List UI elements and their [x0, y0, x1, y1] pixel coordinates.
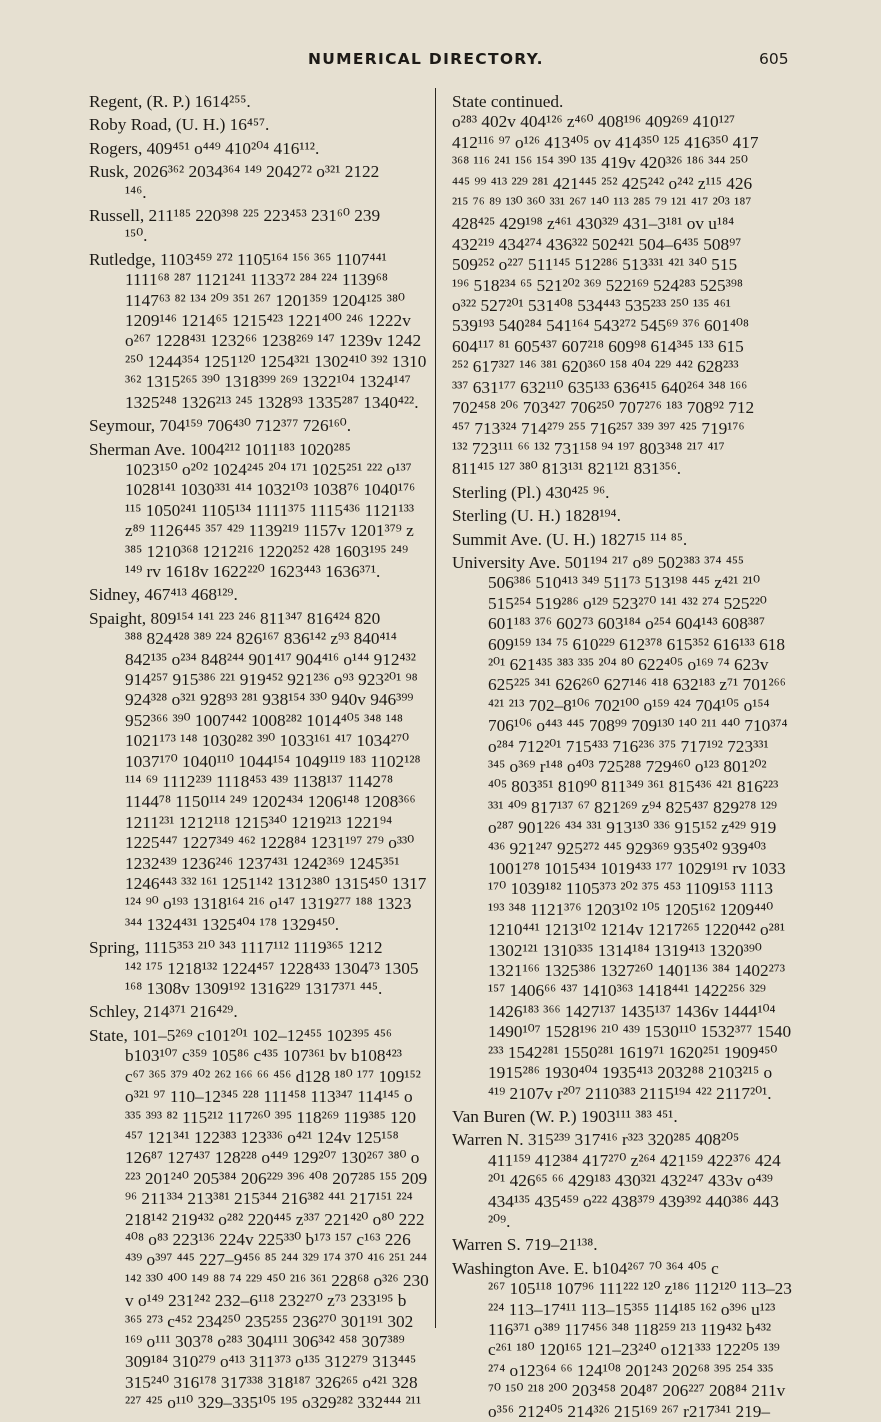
- entry-line: Seymour, 704¹⁵⁹ 706⁴³⁰ 712³⁷⁷ 726¹⁶⁰.: [89, 416, 352, 436]
- directory-entry: [452, 530, 832, 550]
- column-divider: [435, 88, 436, 1328]
- entry-line: 411¹⁵⁹ 412³⁸⁴ 417²⁷⁰ z²⁶⁴ 421¹⁵⁹ 422³⁷⁶ 424: [488, 1150, 781, 1170]
- entry-line: 706¹⁰⁶ o⁴⁴³ ⁴⁴⁵ 708⁹⁹ 709¹³⁰ ¹⁴⁰ ²¹¹ ⁴⁴⁰ 710³⁷⁴: [488, 716, 788, 736]
- directory-entry: [452, 1130, 832, 1232]
- entry-line: ⁴⁰⁵ 803³⁵¹ 810⁹⁰ 811³⁴⁹ ³⁶¹ 815⁴³⁶ ⁴²¹ 816²²³: [488, 777, 779, 797]
- page-header: [0, 50, 881, 72]
- entry-line: 1325²⁴⁸ 1326²¹³ ²⁴⁵ 1328⁹³ 1335²⁸⁷ 1340⁴²².: [125, 392, 419, 412]
- entry-line: 218¹⁴² 219⁴³² o²⁸² 220⁴⁴⁵ z³³⁷ 221⁴²⁰ o⁸⁰ 222: [125, 1209, 425, 1229]
- directory-entry: [89, 92, 469, 112]
- directory-entry: [89, 115, 469, 135]
- entry-line: v o¹⁴⁹ 231²⁴² 232–6¹¹⁸ 232²⁷⁰ z⁷³ 233¹⁹⁵ b: [125, 1291, 407, 1311]
- entry-line: ⁴¹⁹ 2107v r²⁰⁷ 2110³⁸³ 2115¹⁹⁴ ⁴²² 2117²⁰¹.: [488, 1083, 772, 1103]
- entry-line: 1001²⁷⁸ 1015⁴³⁴ 1019⁴³³ ¹⁷⁷ 1029¹⁹¹ rv 1033: [488, 859, 786, 879]
- entry-line: 434¹³⁵ 435⁴⁵⁹ o²²² 438³⁷⁹ 439³⁹² 440³⁸⁶ 443: [488, 1191, 779, 1211]
- entry-line: ¹²⁴ ⁹⁰ o¹⁹³ 1318¹⁶⁴ ²¹⁶ o¹⁴⁷ 1319²⁷⁷ ¹⁸⁸ 1323: [125, 894, 412, 914]
- entry-line: 1144⁷⁸ 1150¹¹⁴ ²⁴⁹ 1202⁴³⁴ 1206¹⁴⁸ 1208³⁶⁶: [125, 792, 416, 812]
- entry-line: 1915²⁸⁶ 1930⁴⁰⁴ 1935⁴¹³ 2032⁸⁸ 2103²¹⁵ o: [488, 1063, 773, 1083]
- entry-line: 1490¹⁰⁷ 1528¹⁹⁶ ²¹⁰ ⁴³⁹ 1530¹¹⁰ 1532³⁷⁷ 1540: [488, 1022, 792, 1042]
- entry-line: o²⁸⁴ 712²⁰¹ 715⁴³³ 716²³⁶ ³⁷⁵ 717¹⁹² 723³³¹: [488, 736, 769, 756]
- entry-line: 506³⁸⁶ 510⁴¹³ ³⁴⁹ 511⁷³ 513¹⁹⁸ ⁴⁴⁵ z⁴²¹ ²¹⁰: [488, 573, 760, 593]
- entry-line: ¹⁹³ ³⁴⁸ 1121³⁷⁶ 1203¹⁰² ¹⁰⁵ 1205¹⁶² 1209⁴⁴⁰: [488, 899, 774, 919]
- entry-line: 1321¹⁶⁶ 1325³⁸⁶ 1327²⁶⁰ 1401¹³⁶ ³⁸⁴ 1402²⁷³: [488, 961, 786, 981]
- entry-line: 428⁴²⁵ 429¹⁹⁸ z⁴⁶¹ 430³²⁹ 431–3¹⁸¹ ov u¹⁸⁴: [452, 214, 735, 234]
- entry-line: ⁹⁶ 211³³⁴ 213³⁸¹ 215³⁴⁴ 216³⁸² ⁴⁴¹ 217¹⁵¹ ²²⁴: [125, 1189, 413, 1209]
- entry-line: Rogers, 409⁴⁵¹ o⁴⁴⁹ 410²⁰⁴ 416¹¹².: [89, 138, 320, 158]
- directory-entry: [89, 250, 469, 413]
- entry-line: ⁴⁰⁸ o⁸³ 223¹³⁶ 224v 225³³⁰ b¹⁷³ ¹⁵⁷ c¹⁶³ 226: [125, 1229, 411, 1249]
- directory-entry: [452, 1235, 832, 1255]
- entry-line: c⁶⁷ ³⁶⁵ ³⁷⁹ ⁴⁰² ²⁶² ¹⁶⁶ ⁶⁶ ⁴⁵⁶ d128 ¹⁸⁰ ¹⁷⁷ 109¹⁵²: [125, 1066, 421, 1086]
- left-column: [89, 92, 469, 1413]
- entry-line: State, 101–5²⁶⁹ c101²⁰¹ 102–12⁴⁵⁵ 102³⁹⁵ ⁴⁵⁶: [89, 1025, 392, 1045]
- directory-entry: [89, 416, 469, 436]
- entry-line: 1246⁴⁴³ ³³² ¹⁶¹ 1251¹⁴² 1312³⁸⁰ 1315⁴⁵⁰ 1317: [125, 874, 427, 894]
- entry-line: Rusk, 2026³⁶² 2034³⁶⁴ ¹⁴⁹ 2042⁷² o³²¹ 2122: [89, 162, 380, 182]
- entry-line: Van Buren (W. P.) 1903¹¹¹ ³⁸³ ⁴⁵¹.: [452, 1106, 678, 1126]
- entry-line: 702⁴⁵⁸ ²⁰⁶ 703⁴²⁷ 706²⁵⁰ 707²⁷⁶ ¹⁸³ 708⁹² 712: [452, 398, 755, 418]
- entry-line: ²⁰¹ 426⁶⁵ ⁶⁶ 429¹⁸³ 430³²¹ 432²⁴⁷ 433v o⁴³⁹: [488, 1171, 773, 1191]
- entry-line: ²²⁷ ⁴²⁵ o¹¹⁰ 329–335¹⁰⁵ ¹⁹⁵ o329²⁸² 332⁴⁴⁴ ²¹¹: [125, 1393, 422, 1413]
- entry-line: 609¹⁵⁹ ¹³⁴ ⁷⁵ 610²²⁹ 612³⁷⁸ 615³⁵² 616¹³³ 618: [488, 634, 785, 654]
- directory-entry: [89, 440, 469, 583]
- entry-line: Sterling (Pl.) 430⁴²⁵ ⁹⁶.: [452, 482, 610, 502]
- entry-line: 1021¹⁷³ ¹⁴⁸ 1030²⁸² ³⁹⁰ 1033¹⁶¹ ⁴¹⁷ 1034²⁷⁰: [125, 731, 410, 751]
- entry-line: ¹⁶⁹ o¹¹¹ 303⁷⁸ o²⁸³ 304¹¹¹ 306³⁴² ⁴⁵⁸ 307³⁸⁹: [125, 1331, 405, 1351]
- entry-line: 842¹³⁵ o²³⁴ 848²⁴⁴ 901⁴¹⁷ 904⁴¹⁶ o¹⁴⁴ 912⁴³²: [125, 649, 416, 669]
- entry-line: 1232⁴³⁹ 1236²⁴⁶ 1237⁴³¹ 1242³⁶⁹ 1245³⁵¹: [125, 853, 400, 873]
- entry-line: 1302¹²¹ 1310³³⁵ 1314¹⁸⁴ 1319⁴¹³ 1320³⁹⁰: [488, 940, 762, 960]
- directory-entry: [89, 585, 469, 605]
- entry-line: 309¹⁸⁴ 310²⁷⁹ o⁴¹³ 311³⁷³ o¹³⁵ 312²⁷⁹ 313⁴⁴⁵: [125, 1352, 417, 1372]
- entry-line: ³⁶⁵ ²⁷³ c⁴⁵² 234²⁵⁰ 235²⁵⁵ 236²⁷⁰ 301¹⁹¹ 302: [125, 1311, 414, 1331]
- entry-line: ⁴⁵⁷ 121³⁴¹ 122³⁸³ 123³³⁶ o⁴²¹ 124v 125¹⁵⁸: [125, 1127, 399, 1147]
- entry-line: ²⁷⁴ o123⁶⁴ ⁶⁶ 124¹⁰⁸ 201²⁴³ 202⁶⁸ ³⁹⁵ ²⁵⁴ ³³⁵: [488, 1360, 774, 1380]
- directory-entry: [89, 162, 469, 203]
- entry-line: z⁸⁹ 1126⁴⁴⁵ ³⁵⁷ ⁴²⁹ 1139²¹⁹ 1157v 1201³⁷⁹ z: [125, 521, 414, 541]
- entry-line: o³²¹ ⁹⁷ 110–12³⁴⁵ ²²⁸ 111⁴⁵⁸ 113³⁴⁷ 114¹⁴⁵ o: [125, 1087, 413, 1107]
- entry-line: Warren N. 315²³⁹ 317⁴¹⁶ r³²³ 320²⁸⁵ 408²⁰⁵: [452, 1130, 740, 1150]
- entry-line: ³³⁵ ³⁹³ ⁸² 115²¹² 117²⁶⁰ ³⁹⁵ 118²⁶⁹ 119³⁸⁵ 120: [125, 1107, 416, 1127]
- entry-line: 539¹⁹³ 540²⁸⁴ 541¹⁶⁴ 543²⁷² 545⁶⁹ ³⁷⁶ 601⁴⁰⁸: [452, 316, 749, 336]
- entry-line: 601¹⁸³ ³⁷⁶ 602⁷³ 603¹⁸⁴ o²⁵⁴ 604¹⁴³ 608³⁸⁷: [488, 614, 766, 634]
- entry-line: o²⁶⁷ 1228⁴³¹ 1232⁶⁶ 1238²⁶⁹ ¹⁴⁷ 1239v 1242: [125, 331, 422, 351]
- directory-entry: [452, 506, 832, 526]
- entry-line: 604¹¹⁷ ⁸¹ 605⁴³⁷ 607²¹⁸ 609⁹⁸ 614³⁴⁵ ¹³³ 615: [452, 336, 744, 356]
- directory-entry: [452, 1259, 832, 1422]
- entry-line: ²⁵² 617³²⁷ ¹⁴⁶ ³⁸¹ 620³⁶⁰ ¹⁵⁸ ⁴⁰⁴ ²²⁹ ⁴⁴² 628²³³: [452, 357, 739, 377]
- entry-line: Summit Ave. (U. H.) 1827¹⁵ ¹¹⁴ ⁸⁵.: [452, 529, 688, 549]
- entry-line: 1210⁴⁴¹ 1213¹⁰² 1214v 1217²⁶⁵ 1220⁴⁴² o²⁸¹: [488, 920, 786, 940]
- entry-line: ⁴⁴⁵ ⁹⁹ ⁴¹³ ²²⁹ ²⁸¹ 421⁴⁴⁵ ²⁵² 425²⁴² o²⁴² z¹¹⁵ 426: [452, 173, 753, 193]
- entry-line: ⁷⁰ ¹⁵⁰ ²¹⁸ ²⁰⁰ 203⁴⁵⁸ 204⁸⁷ 206²²⁷ 208⁸⁴ 211v: [488, 1381, 786, 1401]
- directory-entry: [89, 139, 469, 159]
- entry-line: Russell, 211¹⁸⁵ 220³⁹⁸ ²²⁵ 223⁴⁵³ 231⁶⁰ 239: [89, 206, 381, 226]
- directory-entry: [89, 206, 469, 247]
- entry-line: ³⁶² 1315²⁶⁵ ³⁹⁰ 1318³⁹⁹ ²⁶⁹ 1322¹⁰⁴ 1324¹⁴⁷: [125, 372, 411, 392]
- entry-line: ²⁰¹ 621⁴³⁵ ³⁸³ ³³⁵ ²⁰⁴ ⁸⁰ 622⁴⁰⁵ o¹⁶⁹ ⁷⁴ 623v: [488, 654, 769, 674]
- entry-line: 515²⁵⁴ 519²⁸⁶ o¹²⁹ 523²⁷⁰ ¹⁴¹ ⁴³² ²⁷⁴ 525²²⁰: [488, 593, 767, 613]
- entry-line: ³⁴⁴ 1324⁴³¹ 1325⁴⁰⁴ ¹⁷⁸ 1329⁴⁵⁰.: [125, 914, 340, 934]
- entry-line: Schley, 214³⁷¹ 216⁴²⁹.: [89, 1002, 238, 1022]
- directory-entry: [89, 1002, 469, 1022]
- entry-line: 924³²⁸ o³²¹ 928⁹³ ²⁸¹ 938¹⁵⁴ ³³⁰ 940v 946³⁹⁹: [125, 690, 414, 710]
- directory-entry: [452, 553, 832, 1104]
- entry-line: ¹⁴⁹ rv 1618v 1622²²⁰ 1623⁴⁴³ 1636³⁷¹.: [125, 561, 381, 581]
- entry-line: ¹⁷⁰ 1039¹⁸² 1105³⁷³ ²⁰² ³⁷⁵ ⁴⁵³ 1109¹⁵³ 1113: [488, 879, 773, 899]
- entry-line: ⁴²¹ ²¹³ 702–8¹⁰⁶ 702¹⁰⁰ o¹⁵⁹ ⁴²⁴ 704¹⁰⁵ o¹⁵⁴: [488, 695, 770, 715]
- entry-line: Sterling (U. H.) 1828¹⁹⁴.: [452, 506, 621, 526]
- entry-line: 1426¹⁸³ ³⁶⁶ 1427¹³⁷ 1435¹³⁷ 1436v 1444¹⁰⁴: [488, 1001, 776, 1021]
- entry-line: ²²³ 201²⁴⁰ 205³⁸⁴ 206²²⁹ ³⁹⁶ ⁴⁰⁸ 207²⁸⁵ ¹⁵⁵ 209: [125, 1168, 428, 1188]
- entry-line: 914²⁵⁷ 915³⁸⁶ ²²¹ 919⁴⁵² 921²³⁶ o⁹³ 923²⁰¹ ⁹⁸: [125, 669, 418, 689]
- entry-line: 116³⁷¹ o³⁸⁹ 117⁴⁵⁶ ³⁴⁸ 118²⁵⁹ ²¹³ 119⁴³² b⁴³²: [488, 1319, 772, 1339]
- directory-entry: [452, 92, 832, 480]
- page-number: 605: [759, 50, 789, 68]
- directory-entry: [89, 609, 469, 936]
- entry-line: Sidney, 467⁴¹³ 468¹²⁹.: [89, 585, 238, 605]
- entry-line: ²²⁴ 113–17⁴¹¹ 113–15³⁵⁵ 114¹⁸⁵ ¹⁶² o³⁹⁶ u¹²³: [488, 1299, 776, 1319]
- entry-line: ¹⁵⁰.: [125, 226, 148, 246]
- entry-line: ²⁶⁷ 105¹¹⁸ 107⁹⁶ 111²²² ¹²⁰ z¹⁸⁶ 112¹²⁰ 113–23: [488, 1279, 792, 1299]
- entry-line: 315²⁴⁰ 316¹⁷⁸ 317³³⁸ 318¹⁸⁷ 326²⁶⁵ o⁴²¹ 328: [125, 1372, 418, 1392]
- entry-line: 126⁸⁷ 127⁴³⁷ 128²²⁸ o⁴⁴⁹ 129²⁰⁷ 130²⁶⁷ ³⁸⁰ o: [125, 1148, 420, 1168]
- entry-line: 432²¹⁹ 434²⁷⁴ 436³²² 502⁴²¹ 504–6⁴³⁵ 508⁹⁷: [452, 234, 742, 254]
- entry-line: Spaight, 809¹⁵⁴ ¹⁴¹ ²²³ ²⁴⁶ 811³⁴⁷ 816⁴²⁴ 820: [89, 608, 381, 628]
- entry-line: 1023¹⁵⁰ o²⁰² 1024²⁴⁵ ²⁰⁴ ¹⁷¹ 1025²⁵¹ ²²² o¹³⁷: [125, 459, 412, 479]
- entry-line: 1028¹⁴¹ 1030³³¹ ⁴¹⁴ 1032¹⁰³ 1038⁷⁶ 1040¹⁷⁶: [125, 480, 416, 500]
- entry-line: ⁴³⁶ 921²⁴⁷ 925²⁷² ⁴⁴⁵ 929³⁶⁹ 935⁴⁰² 939⁴⁰³: [488, 838, 766, 858]
- entry-line: 1209¹⁴⁶ 1214⁶⁵ 1215⁴²³ 1221⁴⁰⁰ ²⁴⁶ 1222v: [125, 311, 411, 331]
- entry-line: ³⁶⁸ ¹¹⁶ ²⁴¹ ¹⁵⁶ ¹⁵⁴ ³⁹⁰ ¹³⁵ 419v 420³²⁶ ¹⁸⁶ ³⁴⁴ ²⁵⁰: [452, 153, 748, 173]
- entry-line: 1147⁶³ ⁸² ¹³⁴ ²⁰⁹ ³⁵¹ ²⁶⁷ 1201³⁵⁹ 1204¹²⁵ ³⁸⁰: [125, 290, 405, 310]
- entry-line: Washington Ave. E. b104²⁶⁷ ⁷⁰ ³⁶⁴ ⁴⁰⁵ c: [452, 1258, 719, 1278]
- entry-line: o²⁸⁷ 901²²⁶ ⁴³⁴ ³³¹ 913¹³⁰ ³³⁶ 915¹⁵² z⁴²⁹ 919: [488, 818, 777, 838]
- entry-line: Roby Road, (U. H.) 16⁴⁵⁷.: [89, 115, 270, 135]
- right-column: [452, 92, 832, 1421]
- entry-line: ³⁸⁵ 1210³⁶⁸ 1212²¹⁶ 1220²⁵² ⁴²⁸ 1603¹⁹⁵ ²⁴⁹: [125, 541, 409, 561]
- entry-line: ¹⁴⁶.: [125, 182, 147, 202]
- entry-line: ²⁵⁰ 1244³⁵⁴ 1251¹²⁰ 1254³²¹ 1302⁴¹⁰ ³⁹² 1310: [125, 351, 427, 371]
- entry-line: ¹¹⁴ ⁶⁹ 1112²³⁹ 1118⁴⁵³ ⁴³⁹ 1138¹³⁷ 1142⁷⁸: [125, 772, 394, 791]
- entry-line: 952³⁶⁶ ³⁹⁰ 1007⁴⁴² 1008²⁸² 1014⁴⁰⁵ ³⁴⁸ ¹⁴⁸: [125, 710, 403, 730]
- entry-line: Rutledge, 1103⁴⁵⁹ ²⁷² 1105¹⁶⁴ ¹⁵⁶ ³⁶⁵ 1107⁴⁴¹: [89, 249, 387, 269]
- entry-line: ⁴⁵⁷ 713³²⁴ 714²⁷⁹ ²⁵⁵ 716²⁵⁷ ³³⁹ ³⁹⁷ ⁴²⁵ 719¹⁷⁶: [452, 418, 745, 438]
- directory-entry: [89, 938, 469, 999]
- entry-line: ¹⁶⁸ 1308v 1309¹⁹² 1316²²⁹ 1317³⁷¹ ⁴⁴⁵.: [125, 979, 383, 999]
- entry-line: 1225⁴⁴⁷ 1227³⁴⁹ ⁴⁶² 1228⁸⁴ 1231¹⁹⁷ ²⁷⁹ o³³⁰: [125, 833, 415, 853]
- entry-line: ³⁸⁸ 824⁴²⁸ ³⁸⁹ ²²⁴ 826¹⁶⁷ 836¹⁴² z⁹³ 840⁴¹⁴: [125, 629, 397, 649]
- entry-line: ¹⁴² ³³⁰ ⁴⁰⁰ ¹⁴⁹ ⁸⁸ ⁷⁴ ²²⁹ ⁴⁵⁰ ²¹⁶ ³⁶¹ 228⁶⁸ o³²⁶ 230: [125, 1270, 429, 1290]
- entry-line: ¹³² 723¹¹¹ ⁶⁶ ¹³² 731¹⁵⁸ ⁹⁴ ¹⁹⁷ 803³⁴⁸ ²¹⁷ ⁴¹⁷: [452, 438, 725, 458]
- entry-line: o³⁵⁶ 212⁴⁰⁵ 214³²⁶ 215¹⁶⁹ ²⁶⁷ r217³⁴¹ 219–: [488, 1401, 771, 1421]
- entry-line: ¹⁴² ¹⁷⁵ 1218¹³² 1224⁴⁵⁷ 1228⁴³³ 1304⁷³ 1305: [125, 958, 419, 978]
- entry-line: c²⁶¹ ¹⁸⁰ 120¹⁶⁵ 121–23²⁴⁰ o121³³³ 122²⁰⁵ ¹³⁹: [488, 1340, 780, 1360]
- entry-line: ¹⁵⁷ 1406⁶⁶ ⁴³⁷ 1410³⁶³ 1418⁴⁴¹ 1422²⁵⁶ ³²⁹: [488, 981, 766, 1001]
- entry-line: State continued.: [452, 92, 564, 111]
- directory-entry: [452, 1107, 832, 1127]
- entry-line: Warren S. 719–21¹³⁸.: [452, 1235, 598, 1255]
- entry-line: 509²⁵² o²²⁷ 511¹⁴⁵ 512²⁸⁶ 513³³¹ ⁴²¹ ³⁴⁰ 515: [452, 255, 738, 275]
- entry-line: 1111⁶⁸ ²⁸⁷ 1121²⁴¹ 1133⁷² ²⁸⁴ ²²⁴ 1139⁶⁸: [125, 270, 388, 290]
- entry-line: ¹⁹⁶ 518²³⁴ ⁶⁵ 521²⁰² ³⁶⁹ 522¹⁶⁹ 524²⁸³ 525³⁹⁸: [452, 275, 743, 295]
- entry-line: b103¹⁰⁷ c³⁵⁹ 105⁸⁶ c⁴³⁵ 107³⁶¹ bv b108⁴²³: [125, 1046, 402, 1066]
- entry-line: o²⁸³ 402v 404¹²⁶ z⁴⁶⁰ 408¹⁹⁶ 409²⁶⁹ 410¹²⁷: [452, 112, 736, 132]
- entry-line: Regent, (R. P.) 1614²⁵⁵.: [89, 92, 251, 111]
- entry-line: 811⁴¹⁵ ¹²⁷ ³⁸⁰ 813¹³¹ 821¹²¹ 831³⁵⁶.: [452, 459, 682, 479]
- entry-line: ⁴³⁹ o³⁹⁷ ⁴⁴⁵ 227–9⁴⁵⁶ ⁸⁵ ²⁴⁴ ³²⁹ ¹⁷⁴ ³⁷⁰ ⁴¹⁶ ²⁵¹ ²⁴⁴: [125, 1250, 427, 1270]
- directory-entry: [452, 483, 832, 503]
- entry-line: 625²²⁵ ³⁴¹ 626²⁶⁰ 627¹⁴⁶ ⁴¹⁸ 632¹⁸³ z⁷¹ 701²⁶⁶: [488, 675, 786, 695]
- entry-line: ³⁴⁵ o³⁶⁹ r¹⁴⁸ o⁴⁰³ 725²⁸⁸ 729⁴⁶⁰ o¹²³ 801²⁰²: [488, 757, 767, 776]
- entry-line: ²⁰⁹.: [488, 1211, 511, 1231]
- entry-line: ²³³ 1542²⁸¹ 1550²⁸¹ 1619⁷¹ 1620²⁵¹ 1909⁴⁵⁰: [488, 1042, 778, 1062]
- page-title: NUMERICAL DIRECTORY.: [308, 50, 544, 68]
- entry-line: o³²² 527²⁰¹ 531⁴⁰⁸ 534⁴⁴³ 535²³³ ²⁵⁰ ¹³⁵ ⁴⁶¹: [452, 296, 731, 316]
- entry-line: Spring, 1115³⁵³ ²¹⁰ ³⁴³ 1117¹¹² 1119³⁶⁵ 1212: [89, 938, 383, 958]
- entry-line: 412¹¹⁶ ⁹⁷ o¹²⁶ 413⁴⁰⁵ ov 414³⁵⁰ ¹²⁵ 416³⁵⁰ 417: [452, 132, 759, 152]
- entry-line: University Ave. 501¹⁹⁴ ²¹⁷ o⁸⁹ 502³⁸³ ³⁷⁴ ⁴⁵⁵: [452, 552, 744, 572]
- entry-line: 1037¹⁷⁰ 1040¹¹⁰ 1044¹⁵⁴ 1049¹¹⁹ ¹⁸³ 1102¹²⁸: [125, 751, 421, 771]
- entry-line: ¹¹⁵ 1050²⁴¹ 1105¹³⁴ 1111³⁷⁵ 1115⁴³⁶ 1121¹³³: [125, 500, 415, 520]
- entry-line: Sherman Ave. 1004²¹² 1011¹⁸³ 1020²⁸⁵: [89, 439, 351, 459]
- entry-line: ³³⁷ 631¹⁷⁷ 632¹¹⁰ 635¹³³ 636⁴¹⁵ 640²⁶⁴ ³⁴⁸ ¹⁶⁶: [452, 377, 748, 397]
- directory-entry: [89, 1026, 469, 1414]
- entry-line: ³³¹ ⁴⁰⁹ 817¹³⁷ ⁶⁷ 821²⁶⁹ z⁹⁴ 825⁴³⁷ 829²⁷⁸ ¹²⁹: [488, 797, 778, 817]
- entry-line: 1211²³¹ 1212¹¹⁸ 1215³⁴⁰ 1219²¹³ 1221⁹⁴: [125, 812, 393, 832]
- entry-line: ²¹⁵ ⁷⁶ ⁸⁹ ¹³⁰ ³⁶⁰ ³³¹ ²⁶⁷ ¹⁴⁰ ¹¹³ ²⁸⁵ ⁷⁹ ¹²¹ ⁴¹⁷ ²⁰³ ¹⁸⁷: [452, 194, 752, 214]
